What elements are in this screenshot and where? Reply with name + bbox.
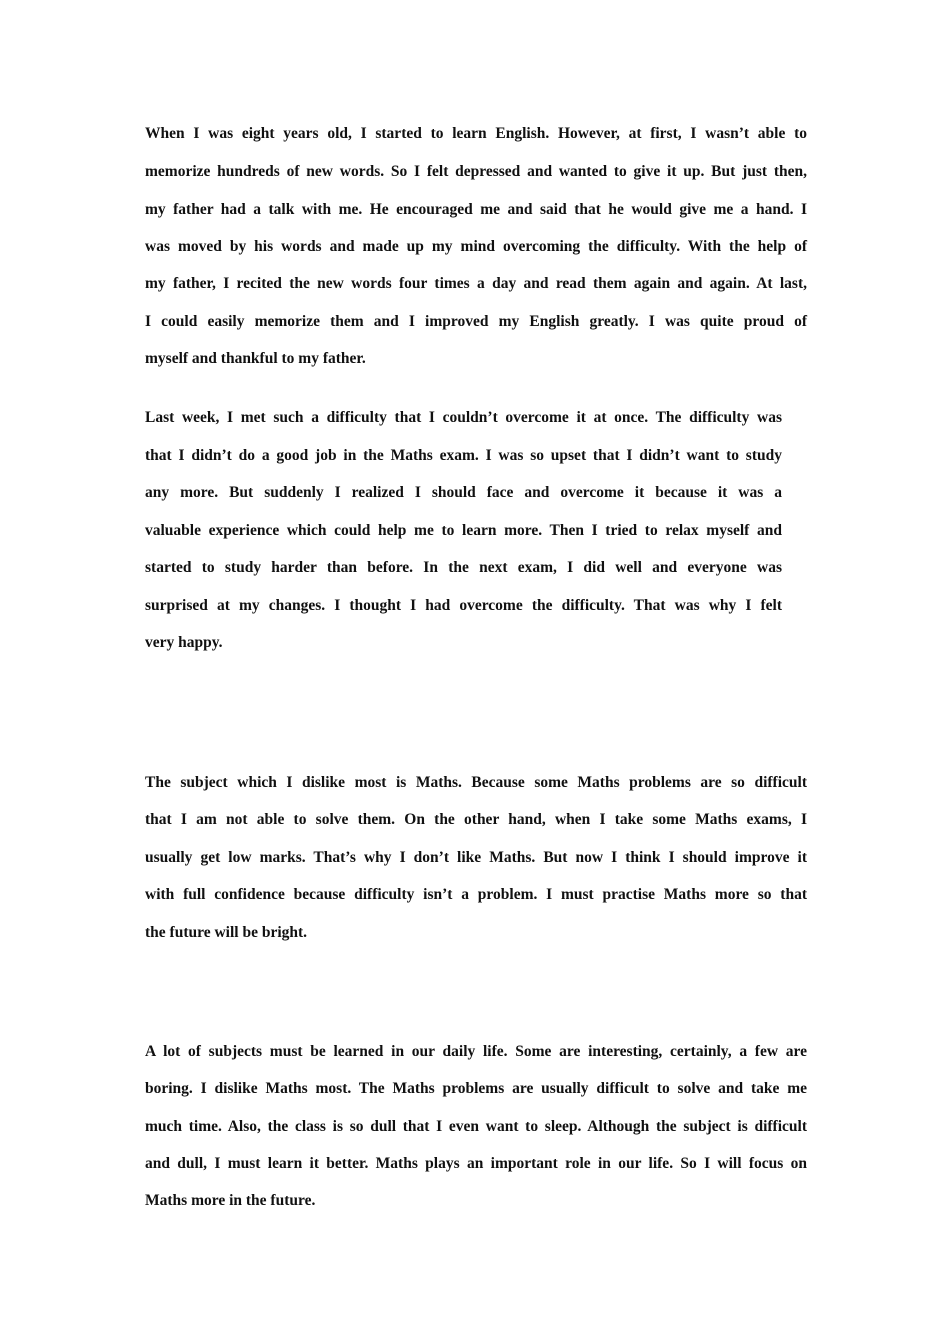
paragraph-line: I could easily memorize them and I improved my English greatly. I was quite proud of (145, 313, 807, 330)
paragraph-line: with full confidence because difficulty isn’t a problem. I must practise Maths more so that (145, 886, 807, 903)
paragraph-line: that I didn’t do a good job in the Maths exam. I was so upset that I didn’t want to study (145, 447, 782, 464)
paragraph-line: that I am not able to solve them. On the other hand, when I take some Maths exams, I (145, 811, 807, 828)
paragraph-line: boring. I dislike Maths most. The Maths problems are usually difficult to solve and take me (145, 1080, 807, 1097)
paragraph-line: very happy. (145, 634, 223, 651)
paragraph-line: myself and thankful to my father. (145, 350, 366, 367)
paragraph-line: Last week, I met such a difficulty that I couldn’t overcome it at once. The difficulty was (145, 409, 782, 426)
paragraph-line: my father, I recited the new words four times a day and read them again and again. At last, (145, 275, 807, 292)
paragraph-line: any more. But suddenly I realized I should face and overcome it because it was a (145, 484, 782, 501)
paragraph-line: Maths more in the future. (145, 1192, 316, 1209)
paragraph-line: was moved by his words and made up my mind overcoming the difficulty. With the help of (145, 238, 807, 255)
paragraph-line: and dull, I must learn it better. Maths plays an important role in our life. So I will focus on (145, 1155, 807, 1172)
paragraph-line: usually get low marks. That’s why I don’t like Maths. But now I think I should improve it (145, 849, 807, 866)
paragraph-line: valuable experience which could help me to learn more. Then I tried to relax myself and (145, 522, 782, 539)
paragraph-line: my father had a talk with me. He encouraged me and said that he would give me a hand. I (145, 201, 807, 218)
paragraph-line: much time. Also, the class is so dull that I even want to sleep. Although the subject is difficult (145, 1118, 807, 1135)
paragraph-line: memorize hundreds of new words. So I felt depressed and wanted to give it up. But just then, (145, 163, 807, 180)
paragraph-line: When I was eight years old, I started to learn English. However, at first, I wasn’t able to (145, 125, 807, 142)
paragraph-line: A lot of subjects must be learned in our daily life. Some are interesting, certainly, a few are (145, 1043, 807, 1060)
paragraph-line: surprised at my changes. I thought I had overcome the difficulty. That was why I felt (145, 597, 782, 614)
paragraph-line: The subject which I dislike most is Maths. Because some Maths problems are so difficult (145, 774, 807, 791)
paragraph-line: started to study harder than before. In the next exam, I did well and everyone was (145, 559, 782, 576)
paragraph-line: the future will be bright. (145, 924, 308, 941)
